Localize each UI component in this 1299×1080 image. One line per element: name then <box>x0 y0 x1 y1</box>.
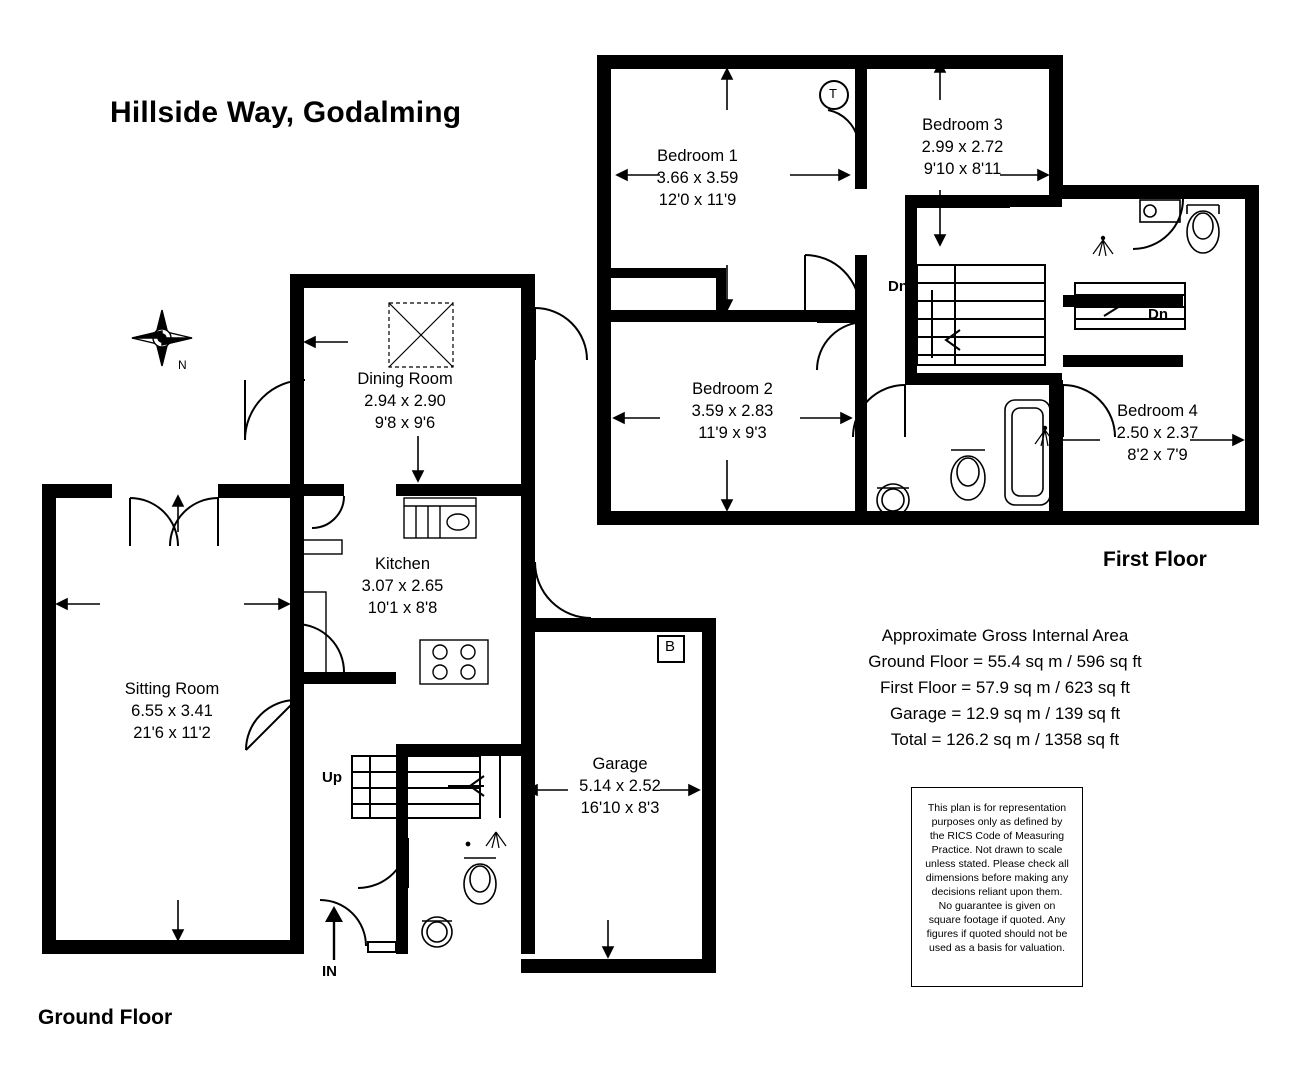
room-sitting <box>77 678 267 744</box>
room-metric: 3.59 x 2.83 <box>691 402 774 421</box>
room-imperial: 10'1 x 8'8 <box>367 599 438 618</box>
room-name: Bedroom 4 <box>1117 402 1198 420</box>
room-name: Kitchen <box>374 555 431 573</box>
room-dining <box>310 368 500 434</box>
boiler-label: B <box>665 638 676 655</box>
room-metric: 5.14 x 2.52 <box>579 777 661 796</box>
area-heading: Approximate Gross Internal Area <box>881 626 1129 645</box>
room-imperial: 11'9 x 9'3 <box>698 424 767 443</box>
room-garage <box>515 753 725 819</box>
room-kitchen <box>315 553 490 619</box>
room-metric: 2.94 x 2.90 <box>364 392 446 411</box>
room-bedroom-3 <box>865 114 1060 180</box>
stairs-down-label-right: Dn <box>1148 306 1168 323</box>
room-metric: 2.50 x 2.37 <box>1116 424 1199 443</box>
room-imperial: 21'6 x 11'2 <box>133 724 211 743</box>
area-line-first: First Floor = 57.9 sq m / 623 sq ft <box>880 678 1130 697</box>
area-summary <box>845 623 1165 753</box>
room-imperial: 12'0 x 11'9 <box>658 191 737 210</box>
room-name: Sitting Room <box>124 680 220 698</box>
area-line-garage: Garage = 12.9 sq m / 139 sq ft <box>889 704 1121 723</box>
ground-floor-label: Ground Floor <box>38 1006 173 1029</box>
room-name: Bedroom 1 <box>657 147 738 165</box>
room-imperial: 16'10 x 8'3 <box>580 799 660 818</box>
room-name: Garage <box>592 755 648 773</box>
compass-north-label: N <box>178 358 187 372</box>
room-metric: 6.55 x 3.41 <box>131 702 213 721</box>
room-bedroom-1 <box>600 145 795 211</box>
page-title: Hillside Way, Godalming <box>110 96 462 129</box>
room-imperial: 9'8 x 9'6 <box>374 414 436 433</box>
room-metric: 3.07 x 2.65 <box>361 577 444 596</box>
room-metric: 2.99 x 2.72 <box>921 138 1004 157</box>
stairs-down-label-left: Dn <box>888 278 908 295</box>
area-line-ground: Ground Floor = 55.4 sq m / 596 sq ft <box>868 652 1142 671</box>
stairs-up-label: Up <box>322 769 342 786</box>
room-name: Bedroom 3 <box>922 116 1003 134</box>
room-imperial: 8'2 x 7'9 <box>1127 446 1188 465</box>
entrance-label: IN <box>322 963 337 980</box>
area-line-total: Total = 126.2 sq m / 1358 sq ft <box>890 730 1120 749</box>
tank-label: T <box>829 86 837 101</box>
room-name: Bedroom 2 <box>692 380 773 398</box>
room-metric: 3.66 x 3.59 <box>656 169 739 188</box>
room-imperial: 9'10 x 8'11 <box>923 160 1002 179</box>
room-bedroom-2 <box>635 378 830 444</box>
first-floor-label: First Floor <box>1103 548 1207 571</box>
disclaimer-box: This plan is for representation purposes only as defined by the RICS Code of Measuring Practice. Not drawn to scale unless stated. Please check all dimensions before making any decisions reliant upon them. No guarantee is given on square footage if quoted. Any figures if quoted should not be used as a basis for valuation. <box>911 787 1083 987</box>
room-name: Dining Room <box>357 370 453 388</box>
room-bedroom-4 <box>1060 400 1255 466</box>
